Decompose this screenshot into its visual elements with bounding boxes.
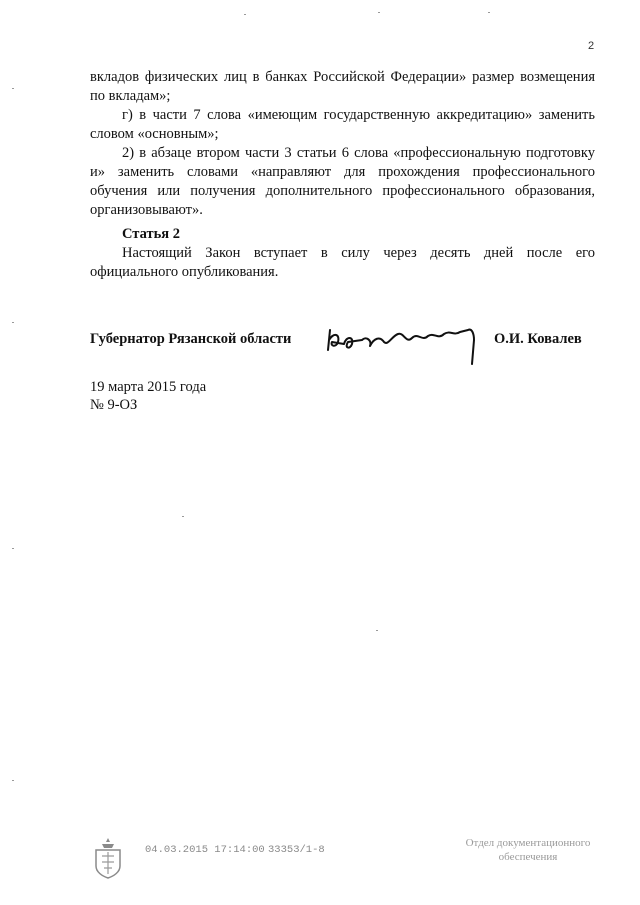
scan-speck	[12, 548, 14, 549]
handwritten-signature	[322, 322, 497, 372]
scan-speck	[12, 322, 14, 323]
scan-speck	[378, 12, 380, 13]
article-2-block	[90, 225, 595, 282]
scan-speck	[244, 14, 246, 15]
scan-speck	[182, 516, 184, 517]
paragraph-1: вкладов физических лиц в банках Российской Федерации» размер возмещения по вкладам»;	[90, 69, 595, 104]
governor-title: Губернатор Рязанской области	[90, 331, 292, 347]
paragraph-2: г) в части 7 слова «имеющим государственную аккредитацию» заменить словом «основным»;	[90, 107, 595, 142]
article-text: Настоящий Закон вступает в силу через десять дней после его официального опубликования.	[90, 245, 595, 280]
coat-of-arms-icon	[90, 836, 126, 880]
signing-info	[90, 378, 206, 414]
registration-timestamp: 04.03.2015 17:14:00	[145, 844, 265, 856]
paragraph-3: 2) в абзаце втором части 3 статьи 6 слова «профессиональную подготовку и» заменить словами «направляют для прохождения профессионального обучения или получения дополнительного профессионального образования, организовывают».	[90, 145, 595, 218]
law-number: № 9-ОЗ	[90, 397, 138, 413]
department-stamp	[448, 836, 608, 864]
document-body	[90, 68, 595, 220]
registration-number: 33353/1-8	[268, 844, 325, 856]
scan-speck	[12, 88, 14, 89]
page-number: 2	[588, 40, 595, 52]
article-heading: Статья 2	[122, 226, 180, 242]
signing-date: 19 марта 2015 года	[90, 379, 207, 395]
department-line-2: обеспечения	[498, 851, 558, 863]
governor-name: О.И. Ковалев	[494, 331, 582, 347]
scan-speck	[488, 12, 490, 13]
footer-stamp	[90, 836, 610, 886]
scan-speck	[12, 780, 14, 781]
scan-speck	[376, 630, 378, 631]
department-line-1: Отдел документационного	[465, 837, 591, 849]
